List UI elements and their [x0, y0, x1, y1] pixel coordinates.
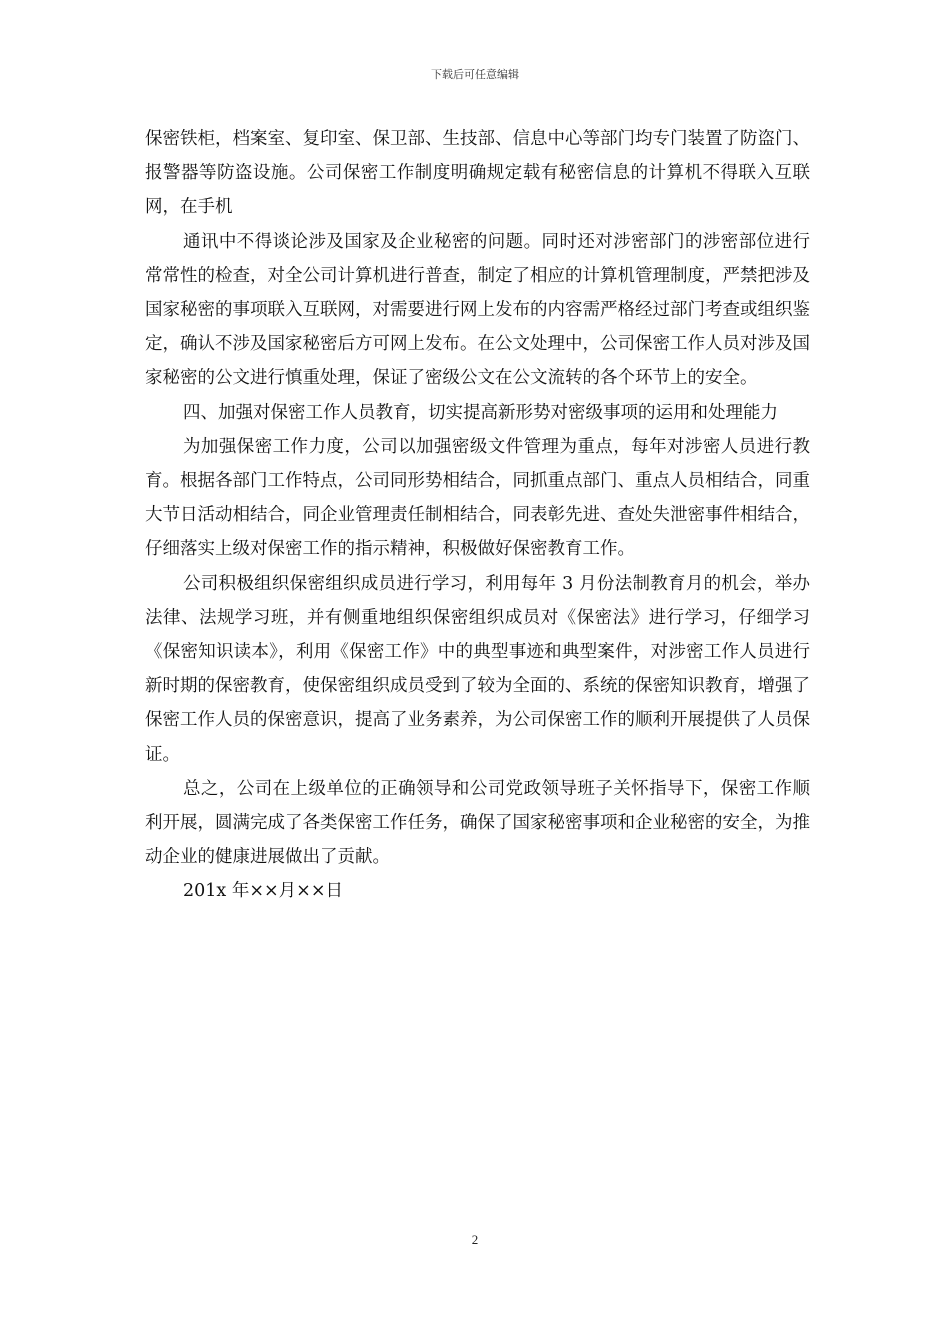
- paragraph: 公司积极组织保密组织成员进行学习，利用每年 3 月份法制教育月的机会，举办法律、法规学习班，并有侧重地组织保密组织成员对《保密法》进行学习，仔细学习《保密知识读本》，利用《保密工作》中的典型事迹和典型案件，对涉密工作人员进行新时期的保密教育，使保密组织成员受到了较为全面的、系统的保密知识教育，增强了保密工作人员的保密意识，提高了业务素养，为公司保密工作的顺利开展提供了人员保证。: [145, 573, 810, 765]
- date-line: 201x 年××月××日: [183, 881, 343, 902]
- paragraph: 通讯中不得谈论涉及国家及企业秘密的问题。同时还对涉密部门的涉密部位进行常常性的检查，对全公司计算机进行普查，制定了相应的计算机管理制度，严禁把涉及国家秘密的事项联入互联网，对需要进行网上发布的内容需严格经过部门考查或组织鉴定，确认不涉及国家秘密后方可网上发布。在公文处理中，公司保密工作人员对涉及国家秘密的公文进行慎重处理，保证了密级公文在公文流转的各个环节上的安全。: [145, 231, 810, 389]
- document-body: [145, 122, 810, 909]
- header-note: 下载后可任意编辑: [431, 68, 519, 81]
- paragraph: 为加强保密工作力度，公司以加强密级文件管理为重点，每年对涉密人员进行教育。根据各部门工作特点，公司同形势相结合，同抓重点部门、重点人员相结合，同重大节日活动相结合，同企业管理责任制相结合，同表彰先进、查处失泄密事件相结合，仔细落实上级对保密工作的指示精神，积极做好保密教育工作。: [145, 436, 810, 560]
- paragraph-continuation: 保密铁柜，档案室、复印室、保卫部、生技部、信息中心等部门均专门装置了防盗门、报警器等防盗设施。公司保密工作制度明确规定载有秘密信息的计算机不得联入互联网，在手机: [145, 129, 810, 218]
- paragraph-conclusion: 总之，公司在上级单位的正确领导和公司党政领导班子关怀指导下，保密工作顺利开展，圆满完成了各类保密工作任务，确保了国家秘密事项和企业秘密的安全，为推动企业的健康进展做出了贡献。: [145, 778, 810, 868]
- section-heading: 四、加强对保密工作人员教育，切实提高新形势对密级事项的运用和处理能力: [183, 402, 778, 423]
- page-number: 2: [471, 1232, 479, 1247]
